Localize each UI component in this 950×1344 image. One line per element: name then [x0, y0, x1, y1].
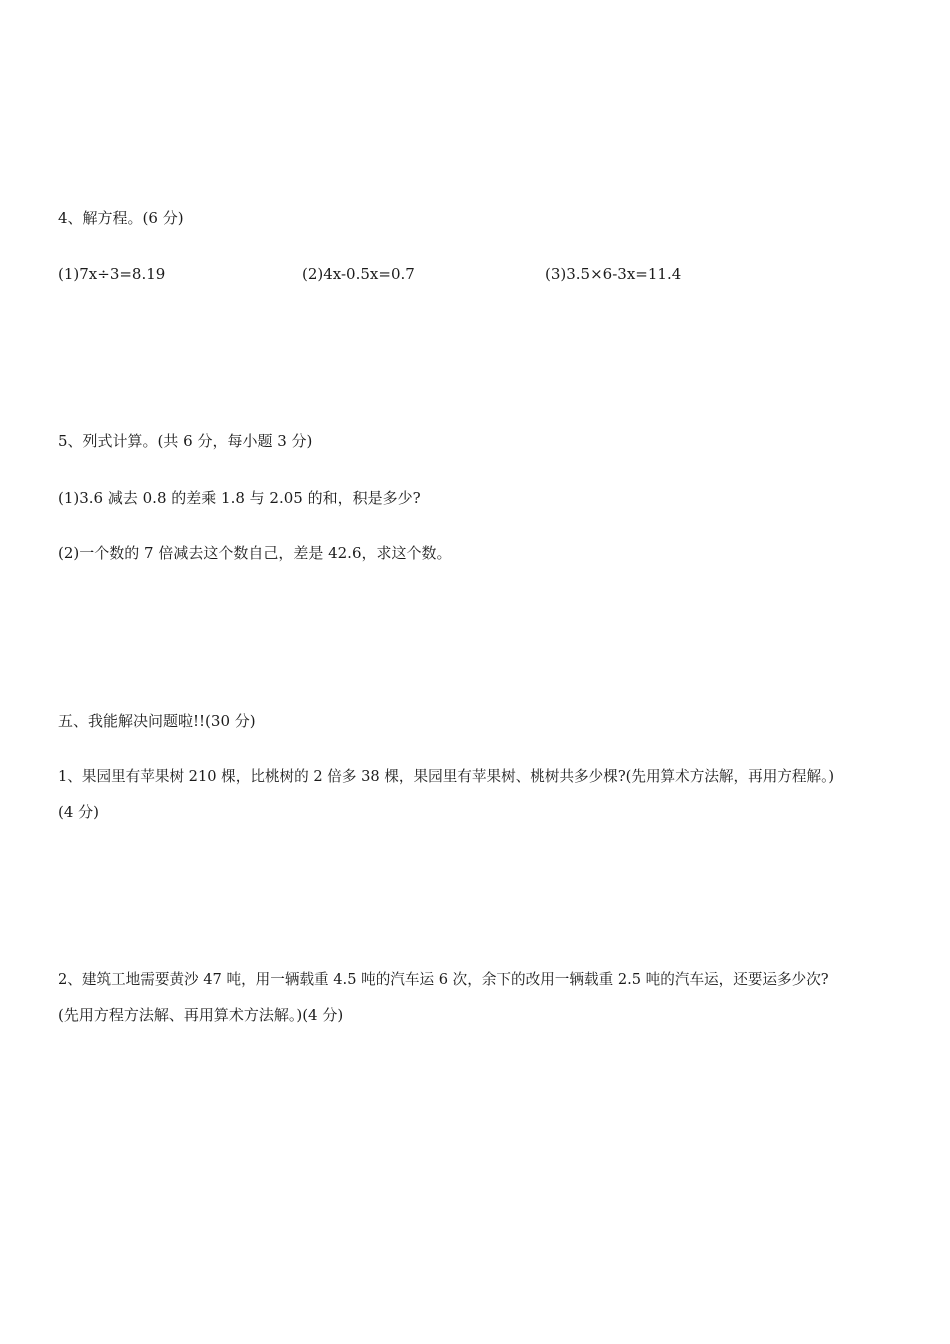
- calc-item-2: (2)一个数的 7 倍减去这个数自己，差是 42.6，求这个数。: [58, 544, 452, 562]
- equation-2: (2)4x-0.5x=0.7: [302, 265, 415, 283]
- section4-heading: 4、解方程。(6 分): [58, 209, 184, 227]
- problem-1-text: 1、果园里有苹果树 210 棵，比桃树的 2 倍多 38 棵，果园里有苹果树、桃树共多少棵?(先用算术方法解，再用方程解。): [58, 768, 835, 785]
- problem-1-score: (4 分): [58, 803, 100, 821]
- part5-heading: 五、我能解决问题啦!!(30 分): [58, 712, 256, 730]
- problem-2-note: (先用方程方法解、再用算术方法解。)(4 分): [58, 1006, 344, 1024]
- equation-3: (3)3.5×6-3x=11.4: [545, 265, 682, 283]
- equation-1: (1)7x÷3=8.19: [58, 265, 166, 283]
- section5-heading: 5、列式计算。(共 6 分，每小题 3 分): [58, 432, 313, 450]
- problem-2-text: 2、建筑工地需要黄沙 47 吨，用一辆载重 4.5 吨的汽车运 6 次，余下的改用一辆载重 2.5 吨的汽车运，还要运多少次?: [58, 971, 829, 988]
- calc-item-1: (1)3.6 减去 0.8 的差乘 1.8 与 2.05 的和，积是多少?: [58, 489, 421, 507]
